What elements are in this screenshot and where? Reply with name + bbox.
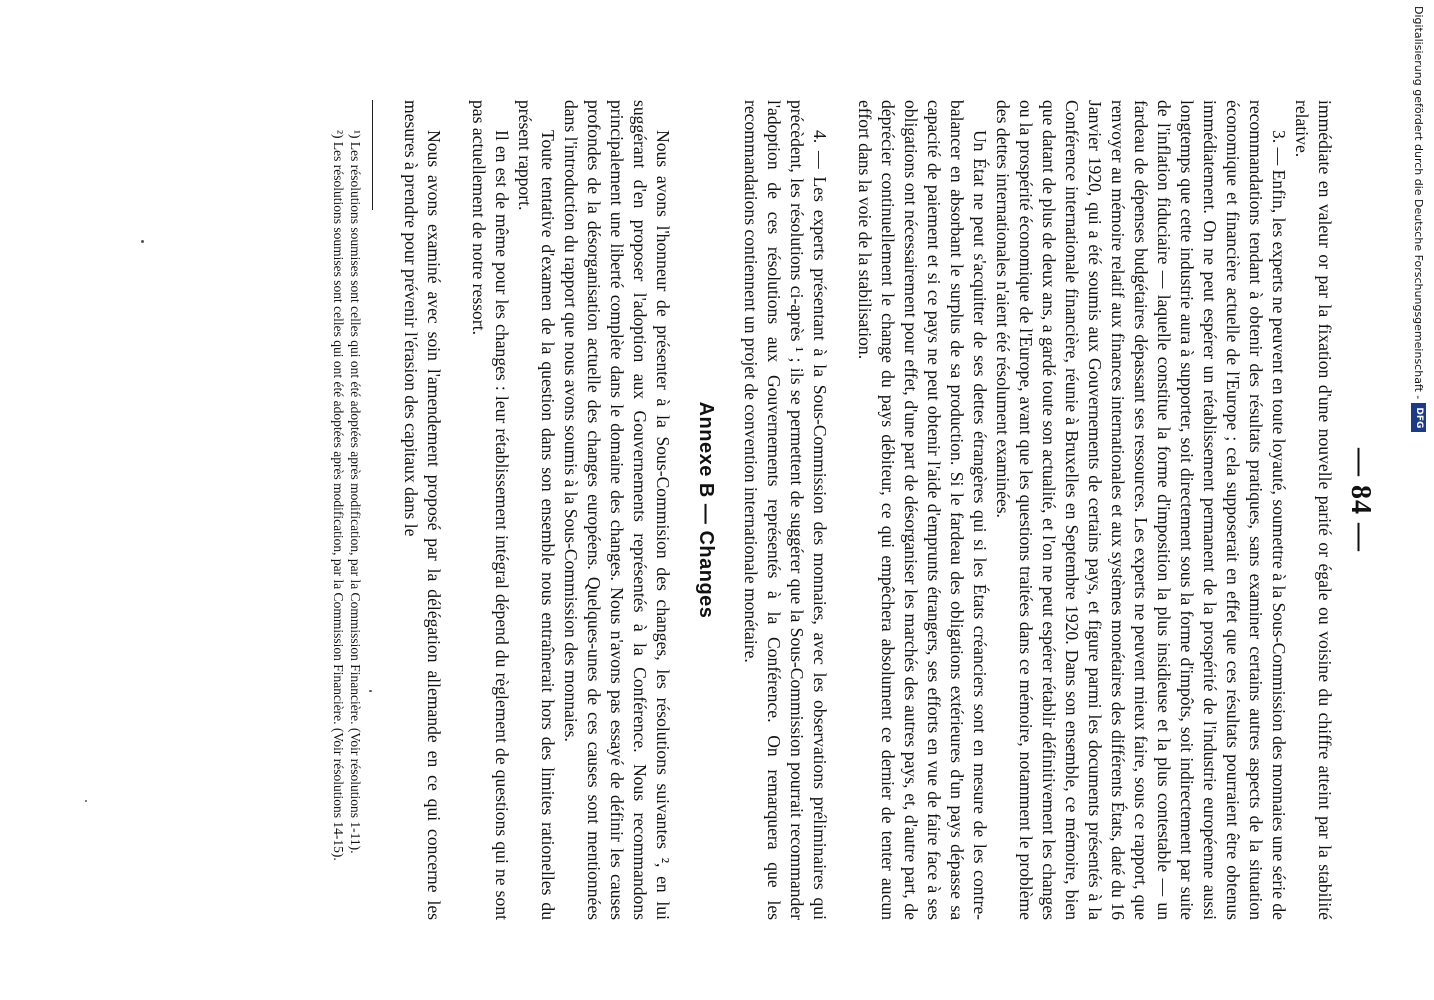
- paragraph-state-debts: Un État ne peut s'acquitter de ses dettes étrangères qui si les États créanciers sont en mesure de les contre-balancer en absorbant le surplus de sa production. Si le fardeau des obligations extérieures d'un pays dépasse sa capacité de paiement et si ce pays ne peut obtenir l'aide d'emprunts étrangers, ses efforts en vue de faire face à ses obligations ont nécessairement pour effet, d'une part de désorganiser les marchés des autres pays, et, d'autre part, de déprécier continuellement le change du pays débiteur, ce qui empêchera absolument ce dernier de tenter aucun effort dans la voie de la stabilisation.: [855, 100, 990, 920]
- footnote-1: ¹) Les résolutions soumises sont celles qui ont été adoptées après modification, par la Commission Financière. (Voir résolutions 1-11).: [348, 130, 363, 854]
- scan-speck: [85, 800, 87, 802]
- digitization-credit-text: Digitalisierung gefördert durch die Deutsche Forschungsgemeinschaft -: [1412, 6, 1426, 400]
- footnote-2: ²) Les résolutions soumises sont celles qui ont été adoptées après modification, par la Commission Financière. (Voir résolutions 14-15).: [331, 130, 346, 861]
- paragraph-annex-intro: Nous avons l'honneur de présenter à la Sous-Commision des changes, les résolutions suivantes ², en lui suggérant d'en proposer l'adoption aux Gouvernements représentés à la Conférence. Nous recommandons principalement une liberté complète dans le domaine des changes. Nous n'avons pas essayé de définir les causes profondes de la désorganisation actuelle des changes européens. Quelques-unes de ces causes sont mentionnées dans l'introduction du rapport que nous avons soumis à la Sous-Commission des monnaies.: [561, 100, 673, 920]
- paragraph-annex-changes: Il en est de même pour les changes : leur rétablissement intégral dépend du règlement de questions qui ne sont pas actuellement de notre ressort.: [469, 100, 512, 920]
- paragraph-annex-scope: Toute tentative d'examen de la question dans son ensemble nous entraînerait hors des limites rationelles du présent rapport.: [515, 100, 558, 920]
- paragraph-continuation: immédiate en valeur or par la fixation d'une nouvelle parité or égale ou voisine du chiffre atteint par la stabilité relative.: [1292, 100, 1335, 920]
- paragraph-section-3: 3. — Enfin, les experts ne peuvent en toute loyauté, soumettre à la Sous-Commission des monnaies une série de recommandations tendant à obtenir des résultats pratiques, sans examiner certains autres aspects de la situation économique et financière actuelle de l'Europe ; cela supposerait en effet que ces résultats pourraient être obtenus immédiatement. On ne peut espérer un rétablissement permanent de la prospérité de l'industrie européenne aussi longtemps que cette industrie aura à supporter, soit directement sous la forme d'impôts, soit indirectement par suite de l'inflation fiduciaire — laquelle constitue la forme d'imposition la plus insidieuse et la plus contestable — un fardeau de dépenses budgétaires dépassant ses ressources. Les experts ne peuvent mieux faire, sous ce rapport, que renvoyer au mémoire relatif aux finances internationales et aux systèmes monétaires des différents États, daté du 16 Janvier 1920, qui a été soumis aux Gouvernements de certains pays, et figure parmi les documents présentés à la Conférence internationale financière, réunie à Bruxelles en Septembre 1920. Dans son ensemble, ce mémoire, bien que datant de plus de deux ans, a gardé toute son actualité, et l'on ne peut espérer rétablir définitivement les changes ou la prospérité économique de l'Europe, avant que les questions traitées dans ce mémoire, notamment le problème des dettes internationales n'aient été résolument examinées.: [993, 100, 1289, 920]
- scan-speck: [141, 240, 144, 243]
- scan-speck: [369, 690, 372, 692]
- paragraph-section-4: 4. — Les experts présentant à la Sous-Commission des monnaies, avec les observations préliminaires qui précèdent, les résolutions ci-après ¹ ; ils se permettent de suggérer que la Sous-Commission pourrait recommander l'adoption de ces résolutions aux Gouvernements représentés à la Conférence. On remarquera que les recommandations contiennent un projet de convention internationale monétaire.: [741, 100, 830, 920]
- dfg-logo-icon: DFG: [1412, 403, 1427, 432]
- page-number: — 84 —: [1345, 448, 1376, 552]
- digitization-credit: [1408, 0, 1430, 1000]
- paragraph-german-amendment: Nous avons examiné avec soin l'amendement proposé par la délégation allemande en ce qui concerne les mesures à prendre pour prévenir l'érasion des capitaux dans le: [401, 100, 444, 920]
- annex-b-heading: Annexe B — Changes: [695, 401, 717, 619]
- document-body: [330, 100, 1336, 920]
- footnote-divider: [372, 100, 373, 210]
- footnotes: [330, 100, 364, 920]
